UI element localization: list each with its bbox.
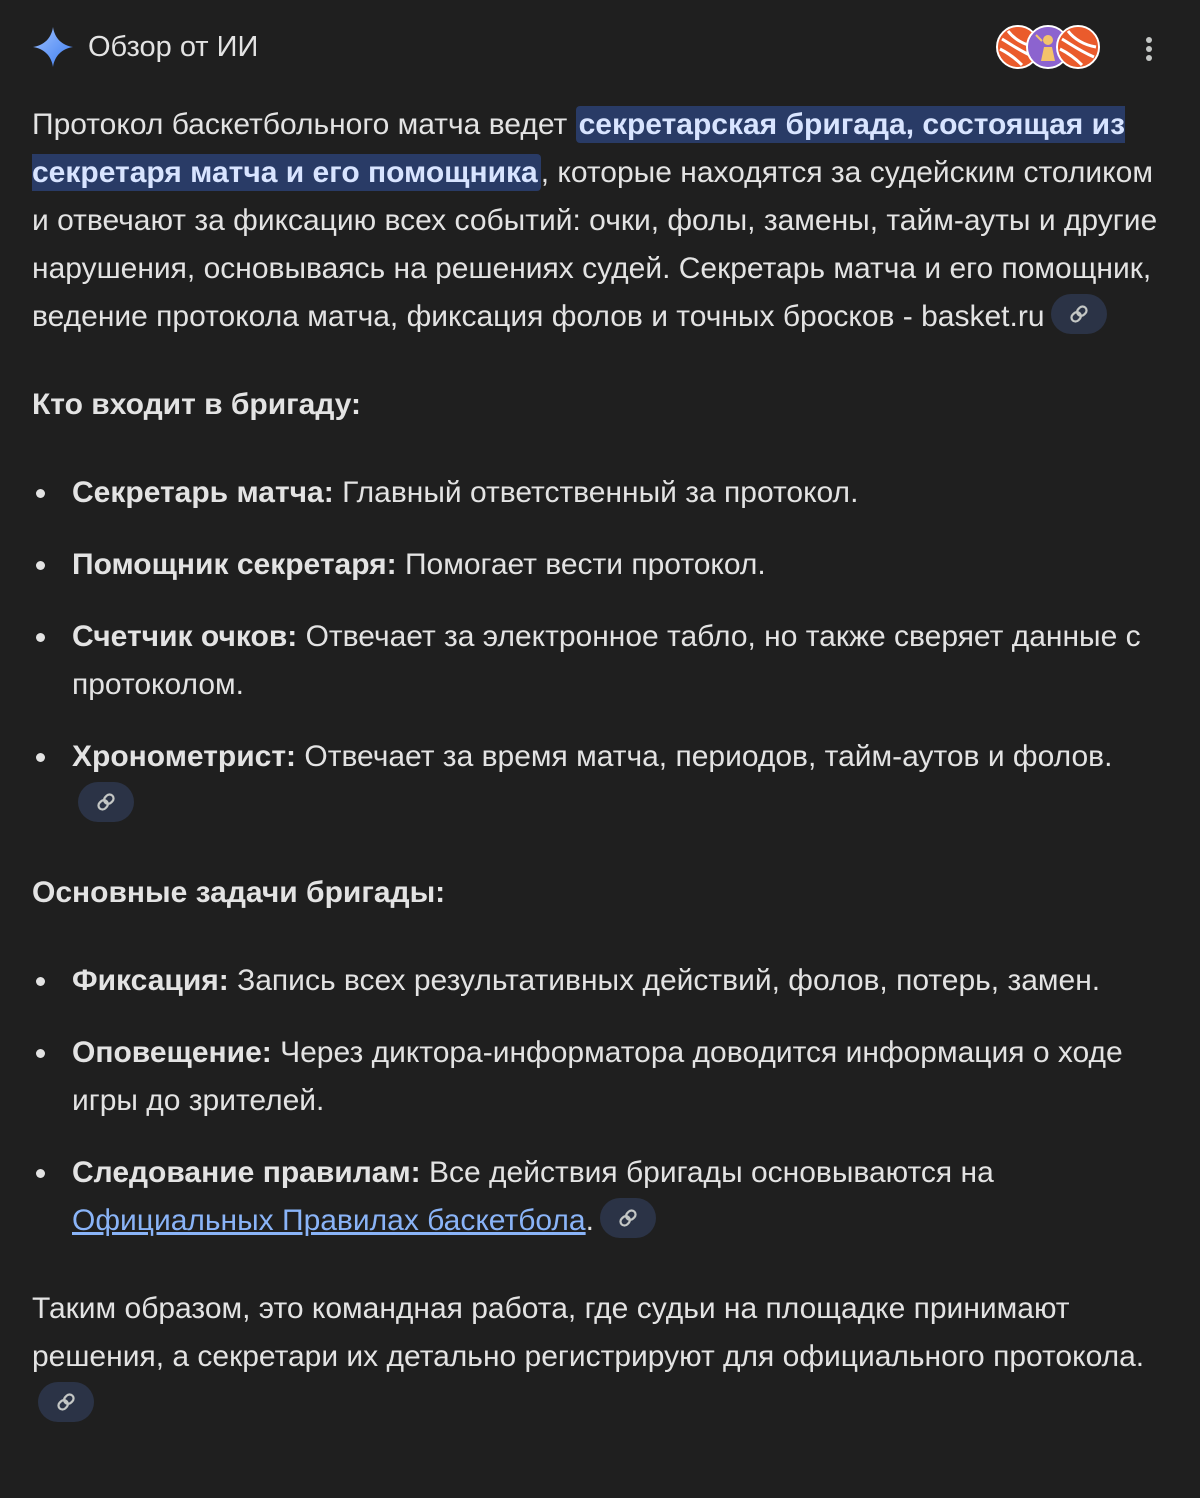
list-item-term: Секретарь матча: [72, 476, 334, 509]
list-item [32, 1149, 1172, 1245]
list-item-term: Помощник секретаря: [72, 548, 397, 581]
header-title: Обзор от ИИ [88, 31, 259, 63]
intro-text-after: , которые находятся за судейским столиком и отвечают за фиксацию всех событий: очки, фолы, замены, тайм-ауты и другие нарушения, основываясь на решениях судей. Секретарь матча и его помощник, ведение протокола матча, фиксация фолов и точных бросков - basket.ru [32, 156, 1158, 333]
list-item [32, 1029, 1172, 1125]
basketball-source-avatar[interactable] [1056, 25, 1100, 69]
more-vertical-icon[interactable] [1134, 30, 1164, 66]
link-icon [617, 1207, 639, 1229]
list-item-term: Счетчик очков: [72, 620, 298, 653]
list-item-term: Хронометрист: [72, 740, 297, 773]
list-item-term: Оповещение: [72, 1036, 272, 1069]
source-link-button[interactable] [600, 1198, 656, 1238]
link-icon [1068, 303, 1090, 325]
list-item-desc: Главный ответственный за протокол. [333, 476, 859, 509]
gemini-sparkle-icon [32, 26, 74, 68]
source-link-button[interactable] [78, 782, 134, 822]
highlighted-answer[interactable]: секретарская бригада, состоящая из секретаря матча и его помощника [32, 108, 1125, 189]
list-item-desc: Все действия бригады основываются на [420, 1156, 994, 1189]
list-item [32, 613, 1172, 709]
list-item-desc: Помогает вести протокол. [396, 548, 766, 581]
list-item-term: Следование правилам: [72, 1156, 421, 1189]
list-item-term: Фиксация: [72, 964, 229, 997]
ai-overview-header [32, 24, 1168, 72]
list-item-desc-end: . [585, 1204, 594, 1237]
list-item-desc: Отвечает за электронное табло, но также сверяет данные с протоколом. [72, 620, 1141, 701]
link-icon [55, 1391, 77, 1413]
source-avatars[interactable] [996, 24, 1096, 70]
list-item-desc: Через диктора-информатора доводится информация о ходе игры до зрителей. [72, 1036, 1123, 1117]
list-item [32, 469, 1172, 517]
tasks-list [32, 957, 1172, 1245]
link-icon [95, 791, 117, 813]
intro-paragraph [32, 101, 1172, 341]
team-list [32, 469, 1172, 829]
team-section-title: Кто входит в бригаду: [32, 388, 362, 421]
ai-overview-content [32, 101, 1172, 1429]
intro-text-before: Протокол баскетбольного матча ведет [32, 108, 576, 141]
conclusion-text: Таким образом, это командная работа, где судьи на площадке принимают решения, а секретари их детально регистрируют для официального протокола. [32, 1292, 1145, 1373]
list-item [32, 957, 1172, 1005]
source-link-button[interactable] [38, 1382, 94, 1422]
list-item [32, 733, 1172, 829]
list-item [32, 541, 1172, 589]
list-item-desc: Запись всех результативных действий, фолов, потерь, замен. [228, 964, 1101, 997]
list-item-desc: Отвечает за время матча, периодов, тайм-аутов и фолов. [296, 740, 1113, 773]
official-rules-link[interactable]: Официальных Правилах баскетбола [72, 1204, 586, 1237]
conclusion-paragraph [32, 1285, 1172, 1429]
source-link-button[interactable] [1051, 294, 1107, 334]
tasks-section-title: Основные задачи бригады: [32, 876, 446, 909]
